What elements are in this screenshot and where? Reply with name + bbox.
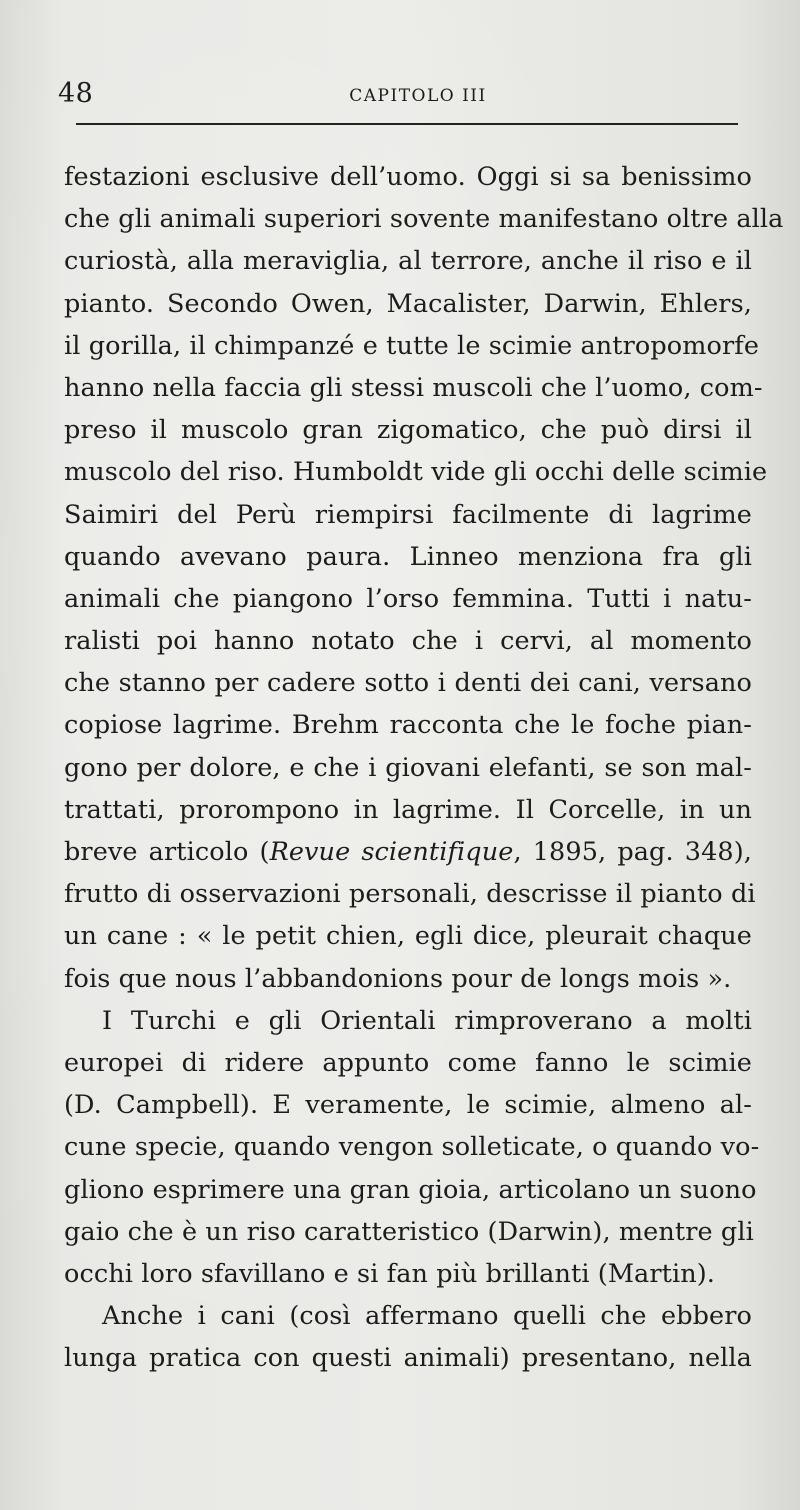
body-text bbox=[64, 156, 784, 1379]
text-line-paragraph-end: fois que nous l’abbandonions pour de longs mois ». bbox=[64, 963, 732, 994]
text-line-citation bbox=[64, 831, 752, 873]
chapter-title: CAPITOLO III bbox=[349, 86, 487, 106]
text-line: quando avevano paura. Linneo menziona fra gli bbox=[64, 541, 752, 572]
text-line: festazioni esclusive dell’uomo. Oggi si sa benissimo bbox=[64, 162, 752, 192]
text-line: muscolo del riso. Humboldt vide gli occhi delle scimie bbox=[64, 457, 768, 488]
page-number: 48 bbox=[58, 78, 94, 109]
text-line: il gorilla, il chimpanzé e tutte le scimie antropomorfe bbox=[64, 330, 760, 361]
running-head bbox=[58, 74, 738, 114]
text-line: copiose lagrime. Brehm racconta che le foche pian- bbox=[64, 710, 752, 741]
text-line-paragraph-start: I Turchi e gli Orientali rimproverano a molti bbox=[102, 1005, 752, 1036]
text-line: europei di ridere appunto come fanno le scimie bbox=[64, 1047, 752, 1078]
text-line: gliono esprimere una gran gioia, articolano un suono bbox=[64, 1174, 757, 1205]
header-rule bbox=[76, 123, 738, 125]
text-line: lunga pratica con questi animali) presentano, nella bbox=[64, 1343, 752, 1374]
text-line: gono per dolore, e che i giovani elefanti, se son mal- bbox=[64, 752, 752, 783]
text-line: animali che piangono l’orso femmina. Tutti i natu- bbox=[64, 583, 752, 614]
text-line: che stanno per cadere sotto i denti dei cani, versano bbox=[64, 668, 752, 699]
text-line: curiostà, alla meraviglia, al terrore, anche il riso e il bbox=[64, 246, 752, 277]
text-line: gaio che è un riso caratteristico (Darwin), mentre gli bbox=[64, 1216, 754, 1247]
citation-post: , 1895, pag. 348), bbox=[513, 837, 752, 867]
text-line: Saimiri del Perù riempirsi facilmente di lagrime bbox=[64, 499, 752, 530]
text-line: (D. Campbell). E veramente, le scimie, almeno al- bbox=[64, 1090, 752, 1121]
citation-pre: breve articolo ( bbox=[64, 837, 270, 867]
text-line: un cane : « le petit chien, egli dice, pleurait chaque bbox=[64, 921, 752, 952]
text-line: pianto. Secondo Owen, Macalister, Darwin, Ehlers, bbox=[64, 288, 752, 319]
text-line: ralisti poi hanno notato che i cervi, al momento bbox=[64, 626, 752, 657]
text-line-paragraph-start: Anche i cani (così affermano quelli che ebbero bbox=[102, 1301, 752, 1332]
text-line: cune specie, quando vengon solleticate, o quando vo- bbox=[64, 1132, 760, 1163]
text-line: trattati, prorompono in lagrime. Il Corcelle, in un bbox=[64, 794, 752, 825]
journal-title: Revue scientifique bbox=[269, 837, 514, 867]
text-line-paragraph-end: occhi loro sfavillano e si fan più brillanti (Martin). bbox=[64, 1258, 716, 1289]
text-line: hanno nella faccia gli stessi muscoli che l’uomo, com- bbox=[64, 372, 763, 403]
text-line: frutto di osservazioni personali, descrisse il pianto di bbox=[64, 879, 756, 910]
text-line: preso il muscolo gran zigomatico, che può dirsi il bbox=[64, 415, 752, 446]
text-line: che gli animali superiori sovente manifestano oltre alla bbox=[64, 204, 784, 235]
